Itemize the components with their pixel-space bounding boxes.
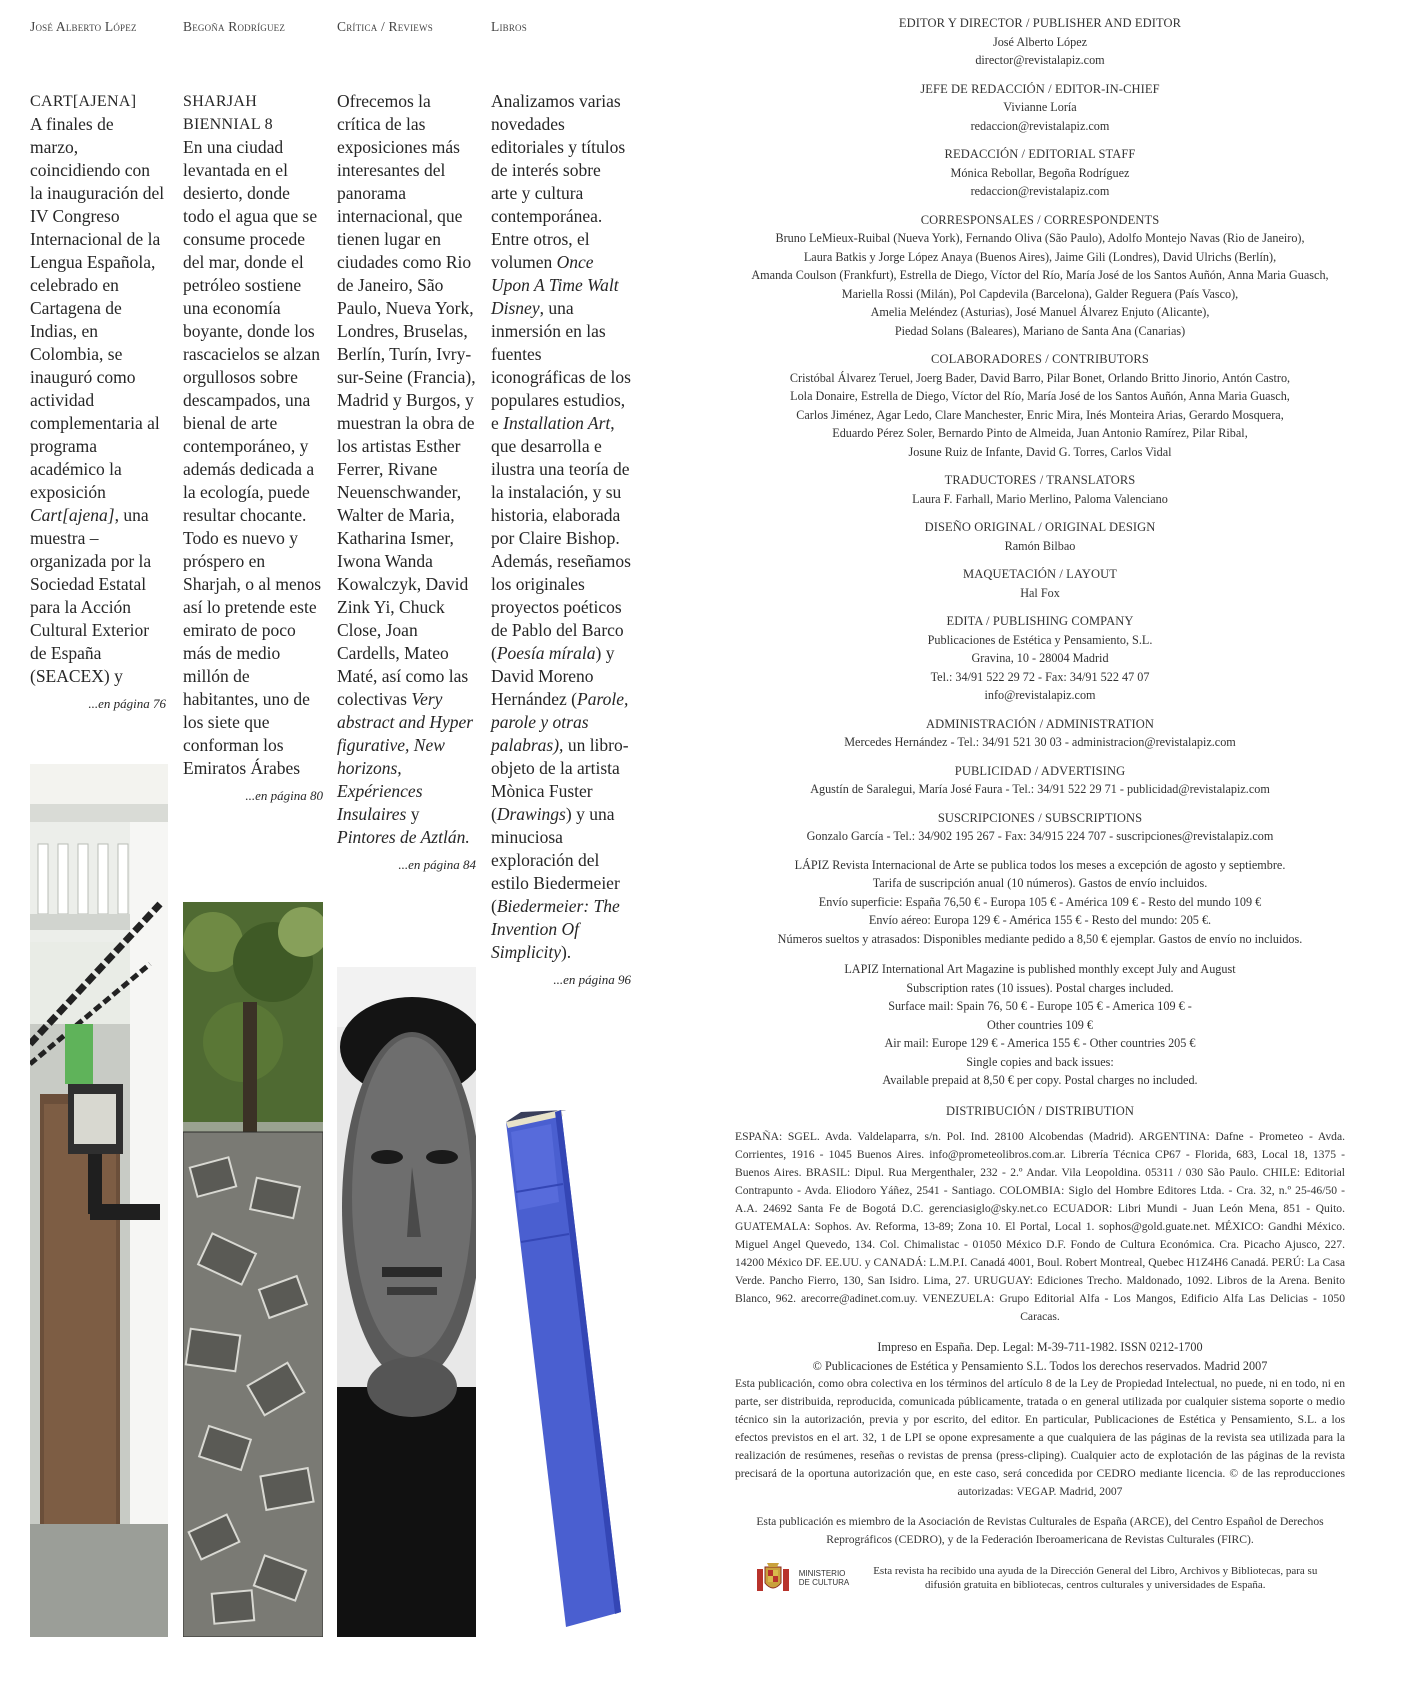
text-books-part: un libro-objeto de la artista Mònica Fuster ( — [491, 735, 629, 824]
spanish-subscription-info — [735, 856, 1345, 949]
legal-notice — [735, 1338, 1345, 1501]
credit-section-title: COLABORADORES / CONTRIBUTORS — [931, 352, 1149, 366]
text-books-italic: Parole, parole y otras palabras), — [491, 689, 629, 755]
ministry-label-line: DE CULTURA — [798, 1578, 850, 1587]
credit-section — [735, 762, 1345, 799]
credit-line: Bruno LeMieux-Ruibal (Nueva York), Fernando Oliva (São Paulo), Adolfo Montejo Navas (Rio de Janeiro), — [775, 231, 1305, 245]
column-cartajena — [30, 90, 166, 715]
ministry-logo — [755, 1561, 850, 1595]
page-ref-80[interactable]: ...en página 80 — [245, 788, 323, 803]
page-ref-84[interactable]: ...en página 84 — [398, 857, 476, 872]
info-line: LAPIZ International Art Magazine is published monthly except July and August — [844, 962, 1236, 976]
photo-reviews — [337, 967, 476, 1637]
credit-line[interactable]: info@revistalapiz.com — [984, 688, 1096, 702]
info-line: Números sueltos y atrasados: Disponibles mediante pedido a 8,50 € ejemplar. Gastos de envío no incluidos. — [777, 931, 1303, 946]
credit-line: Tel.: 34/91 522 29 72 - Fax: 34/91 522 47 07 — [930, 669, 1150, 684]
credit-line: Ramón Bilbao — [1004, 538, 1076, 553]
text-books-italic: Biedermeier: The Invention Of Simplicity — [491, 896, 620, 962]
credit-line[interactable]: redaccion@revistalapiz.com — [970, 184, 1110, 198]
info-line: Air mail: Europe 129 € - America 155 € - Other countries 205 € — [884, 1036, 1196, 1050]
info-line: Envío superficie: España 76,50 € - Europa 105 € - América 109 € - Resto del mundo 109 € — [818, 894, 1262, 909]
credit-line: Amanda Coulson (Frankfurt), Estrella de Diego, Víctor del Río, María José de los Santos Auñón, Anna Maria Guasch, — [751, 268, 1329, 282]
credit-section-title: REDACCIÓN / EDITORIAL STAFF — [944, 147, 1136, 161]
grant-text: Esta revista ha recibido una ayuda de la Dirección General del Libro, Archivos y Bibliotecas, para su difusión gratuita en bibliotecas, centros culturales y universidades de España. — [873, 1565, 1318, 1591]
text-reviews-2: y — [406, 804, 420, 824]
text-books-part: , una inmersión en las fuentes iconográficas de los populares estudios, e — [491, 298, 631, 433]
page-ref-96[interactable]: ...en página 96 — [553, 972, 631, 987]
credit-section — [735, 809, 1345, 846]
ministry-label-line: MINISTERIO — [798, 1569, 846, 1578]
credit-line: Eduardo Pérez Soler, Bernardo Pinto de Almeida, Juan Antonio Ramírez, Pilar Ribal, — [832, 426, 1248, 440]
info-line: Subscription rates (10 issues). Postal charges included. — [906, 980, 1174, 995]
credit-line: Publicaciones de Estética y Pensamiento, S.L. — [927, 632, 1153, 647]
balcony-image — [30, 764, 168, 1637]
text-books-part: ) y una minuciosa exploración del estilo Biedermeier ( — [491, 804, 620, 916]
text-books-part: , que desarrolla e ilustra una teoría de la instalación, y su historia, elaborada por Claire Bishop. Además, reseñamos los originales proyectos poéticos de Pablo del Barco ( — [491, 413, 631, 663]
photo-books — [491, 1102, 631, 1637]
info-line: Tarifa de suscripción anual (10 números). Gastos de envío incluidos. — [872, 876, 1208, 890]
text-reviews-italic-2: Pintores de Aztlán. — [337, 827, 470, 847]
page-ref-76[interactable]: ...en página 76 — [88, 696, 166, 711]
info-line: Single copies and back issues: — [966, 1054, 1114, 1069]
credit-line[interactable]: director@revistalapiz.com — [975, 53, 1105, 67]
info-line: Envío aéreo: Europa 129 € - América 155 € - Resto del mundo: 205 €. — [868, 913, 1212, 927]
credit-line: Piedad Solans (Baleares), Mariano de Santa Ana (Canarias) — [894, 323, 1186, 338]
text-cartajena: A finales de marzo, coincidiendo con la inauguración del IV Congreso Internacional de la Lengua Española, celebrado en Cartagena de Indias, en Colombia, se inauguró como actividad complementaria al programa académico la exposición — [30, 114, 165, 502]
credit-line: Lola Donaire, Estrella de Diego, Víctor del Río, María José de los Santos Auñón, Anna Maria Guasch, — [790, 389, 1290, 403]
photo-sharjah — [183, 902, 323, 1637]
text-cartajena-italic: Cart[ajena] — [30, 505, 115, 525]
credit-line[interactable]: Agustín de Saralegui, María José Faura - Tel.: 34/91 522 29 71 - publicidad@revistalapiz.com — [810, 782, 1270, 796]
credit-section — [735, 715, 1345, 752]
legal-line: Impreso en España. Dep. Legal: M-39-711-1982. ISSN 0212-1700 — [877, 1340, 1203, 1354]
text-reviews-italic: Very abstract and Hyper figurative, New horizons, Expériences Insulaires — [337, 689, 474, 824]
credit-line[interactable]: Gonzalo García - Tel.: 34/902 195 267 - Fax: 34/915 224 707 - suscripciones@revistalapiz.com — [806, 829, 1274, 843]
credit-section-title: ADMINISTRACIÓN / ADMINISTRATION — [925, 716, 1155, 731]
ministry-label — [799, 1569, 850, 1587]
credit-section — [735, 518, 1345, 555]
text-books-italic: Poesía mírala — [496, 643, 596, 663]
credit-line: Josune Ruiz de Infante, David G. Torres, Carlos Vidal — [908, 444, 1172, 459]
english-subscription-info — [735, 960, 1345, 1090]
credit-section-title: EDITA / PUBLISHING COMPANY — [946, 614, 1134, 628]
credit-section — [735, 612, 1345, 705]
credit-section-title: TRADUCTORES / TRANSLATORS — [944, 473, 1136, 487]
text-books-part: ) y David Moreno Hernández ( — [491, 643, 615, 709]
text-books — [491, 91, 631, 962]
credit-line[interactable]: redaccion@revistalapiz.com — [970, 118, 1110, 133]
credit-section — [735, 80, 1345, 136]
credit-line[interactable]: Mercedes Hernández - Tel.: 34/91 521 30 03 - administracion@revistalapiz.com — [844, 735, 1236, 749]
credit-section — [735, 14, 1345, 70]
credit-sections — [735, 14, 1345, 846]
credit-section-title: SUSCRIPCIONES / SUBSCRIPTIONS — [937, 810, 1143, 825]
credit-section-title: PUBLICIDAD / ADVERTISING — [954, 763, 1126, 778]
credit-line: Mariella Rossi (Milán), Pol Capdevila (Barcelona), Galder Reguera (País Vasco), — [841, 286, 1239, 301]
credit-line: Mónica Rebollar, Begoña Rodríguez — [950, 165, 1130, 180]
text-books-part: Analizamos varias novedades editoriales y títulos de interés sobre arte y cultura contemporánea. Entre otros, el volumen — [491, 91, 626, 272]
column-sharjah — [183, 90, 323, 807]
text-sharjah: En una ciudad levantada en el desierto, donde todo el agua que se consume procede del mar, donde el petróleo sostiene una economía boyante, donde los rascacielos se alzan orgullosos sobre descampados, una bienal de arte contemporáneo, y además dedicada a la ecología, puede resultar chocante. Todo es nuevo y próspero en Sharjah, o al menos así lo pretende este emirato de poco más de medio millón de habitantes, uno de los siete que conforman los Emiratos Árabes — [183, 137, 322, 778]
text-cartajena-2: , una muestra –organizada por la Sociedad Estatal para la Acción Cultural Exterior de España (SEACEX) y — [30, 505, 152, 686]
credit-line: Vivianne Loría — [1003, 100, 1077, 114]
credit-section-title: CORRESPONSALES / CORRESPONDENTS — [920, 212, 1160, 227]
membership-text: Esta publicación es miembro de la Asociación de Revistas Culturales de España (ARCE), del Centro Español de Derechos Reprográficos (CEDRO), y de la Federación Iberoamericana de Revistas Culturales (FIRC). — [756, 1515, 1324, 1546]
credit-section-title: JEFE DE REDACCIÓN / EDITOR-IN-CHIEF — [920, 81, 1160, 96]
text-books-italic: Installation Art — [503, 413, 611, 433]
text-books-part: ). — [560, 942, 572, 962]
book-image — [491, 1102, 631, 1637]
masthead-credits — [735, 14, 1345, 1595]
installation-image — [183, 902, 323, 1637]
column-reviews — [337, 90, 476, 876]
credit-section — [735, 350, 1345, 461]
text-books-italic: Once Upon A Time Walt Disney — [491, 252, 619, 318]
info-line: Available prepaid at 8,50 € per copy. Postal charges no included. — [882, 1073, 1198, 1087]
credit-line: Hal Fox — [1020, 585, 1060, 600]
info-line: LÁPIZ Revista Internacional de Arte se publica todos los meses a excepción de agosto y septiembre. — [794, 857, 1286, 872]
column-books — [491, 90, 631, 991]
heading-sharjah: SHARJAH BIENNIAL 8 — [183, 93, 273, 133]
author-2: Begoña Rodríguez — [183, 19, 286, 34]
author-3: Crítica / Reviews — [337, 19, 433, 34]
legal-line: © Publicaciones de Estética y Pensamiento S.L. Todos los derechos reservados. Madrid 2007 — [812, 1358, 1268, 1373]
credit-line: Laura F. Farhall, Mario Merlino, Paloma Valenciano — [912, 491, 1168, 506]
text-books-italic: Drawings — [496, 804, 566, 824]
credit-section-title: MAQUETACIÓN / LAYOUT — [962, 567, 1117, 581]
author-4: Libros — [491, 19, 527, 34]
credit-section — [735, 471, 1345, 508]
heading-cartajena: CART[AJENA] — [30, 93, 137, 110]
credit-section-title: EDITOR Y DIRECTOR / PUBLISHER AND EDITOR — [898, 16, 1182, 30]
credit-section — [735, 565, 1345, 602]
info-line: Surface mail: Spain 76, 50 € - Europe 105 € - America 109 € - — [888, 999, 1192, 1013]
text-reviews: Ofrecemos la crítica de las exposiciones más interesantes del panorama internacional, que tienen lugar en ciudades como Rio de Janeiro, São Paulo, Nueva York, Londres, Bruselas, Berlín, Turín, Ivry-sur-Seine (Francia), Madrid y Burgos, y muestran la obra de los artistas Esther Ferrer, Rivane Neuenschwander, Walter de Maria, Katharina Ismer, Iwona Wanda Kowalczyk, David Zink Yi, Chuck Close, Joan Cardells, Mateo Maté, así como las colectivas — [337, 91, 476, 709]
portrait-image — [337, 967, 476, 1637]
info-line: Other countries 109 € — [987, 1017, 1093, 1032]
distribution-text: ESPAÑA: SGEL. Avda. Valdelaparra, s/n. Pol. Ind. 28100 Alcobendas (Madrid). ARGENTINA: Dafne - Prometeo - Avda. Corrientes, 1916 - 1045 Buenos Aires. info@prometeolibros.com.ar. Librería Técnica CP67 - Florida, 683, Local 18, 1375 - Buenos Aires. BRASIL: Dipul. Rua Mergenthaler, 232 - 2.º Andar. Vila Leopoldina. 05311 / 030 São Paulo. CHILE: Editorial Contrapunto - Avda. Eliodoro Yáñez, 2541 - Santiago. COLOMBIA: Siglo del Hombre Editores Ltda. - Cra. 32, n.º 25-46/50 - A.A. 24692 Santa Fe de Bogotá D.C. gerenciasiglo@sky.net.co ECUADOR: Libri Mundi - Juan León Mena, 851 - Quito. GUATEMALA: Sophos. Av. Reforma, 13-89; Zona 10. El Portal, Local 1. sophos@gold.guate.net. MÉXICO: Gandhi México. Miguel Angel Quevedo, 134. Col. Chimalistac - 01050 México D.F. Fondo de Cultura Económica. Cra. Picacho Ajusco, 227. 14200 México DF. EE.UU. y CANADÁ: L.M.P.I. Canadá 4001, Boul. Robert Montreal, Quebec H1Z4H6 Canadá. PERÚ: La Casa Verde. Pancho Fierro, 130, San Isidro. Lima, 27. URUGUAY: Ediciones Trecho. Maldonado, 1092. Libros de la Arena. Benito Blanco, 962. arecorre@adinet.com.uy. VENEZUELA: Grupo Editorial Alfa - Los Mangos, Edificio Alfa Las Delicias - 1050 Caracas. — [735, 1130, 1345, 1323]
legal-text: Esta publicación, como obra colectiva en los términos del artículo 8 de la Ley de Propiedad Intelectual, no puede, ni en todo, ni en parte, ser distribuida, reproducida, comunicada públicamente, tratada o en general utilizada por cualquier sistema soporte o medio técnico sin la autorización, previa y por escrito, del editor. En particular, Publicaciones de Estética y Pensamiento, S.L. a los efectos previstos en el art. 32, 1 de LPI se opone expresamente a que cualquiera de las páginas de la revista sea utilizada para la realización de resúmenes, reseñas o revistas de prensa (press-cliping). Cualquier acto de explotación de las páginas de la revista precisará de la oportuna autorización que, en este caso, será concedida por CEDRO mediante licencia. © de las reproducciones autorizadas: VEGAP. Madrid, 2007 — [735, 1377, 1345, 1498]
credit-line: Gravina, 10 - 28004 Madrid — [971, 651, 1109, 665]
credit-line: Carlos Jiménez, Agar Ledo, Clare Manchester, Enric Mira, Inés Monteira Arias, Gerardo Mosquera, — [796, 407, 1284, 422]
distribution-title: DISTRIBUCIÓN / DISTRIBUTION — [945, 1103, 1135, 1118]
credit-section — [735, 211, 1345, 341]
author-1: José Alberto López — [30, 19, 137, 34]
credit-section — [735, 145, 1345, 201]
credit-line: José Alberto López — [992, 34, 1088, 49]
ministry-footer — [735, 1561, 1345, 1595]
credit-section-title: DISEÑO ORIGINAL / ORIGINAL DESIGN — [924, 520, 1156, 534]
credit-line: Amelia Meléndez (Asturias), José Manuel Álvarez Enjuto (Alicante), — [870, 305, 1210, 319]
credit-line: Cristóbal Álvarez Teruel, Joerg Bader, David Barro, Pilar Bonet, Orlando Britto Jinorio, Antón Castro, — [789, 370, 1291, 385]
coat-of-arms-icon — [755, 1561, 791, 1595]
photo-cartajena — [30, 764, 168, 1637]
credit-line: Laura Batkis y Jorge López Anaya (Buenos Aires), Jaime Gili (Londres), David Ulrichs (Berlín), — [803, 249, 1277, 264]
